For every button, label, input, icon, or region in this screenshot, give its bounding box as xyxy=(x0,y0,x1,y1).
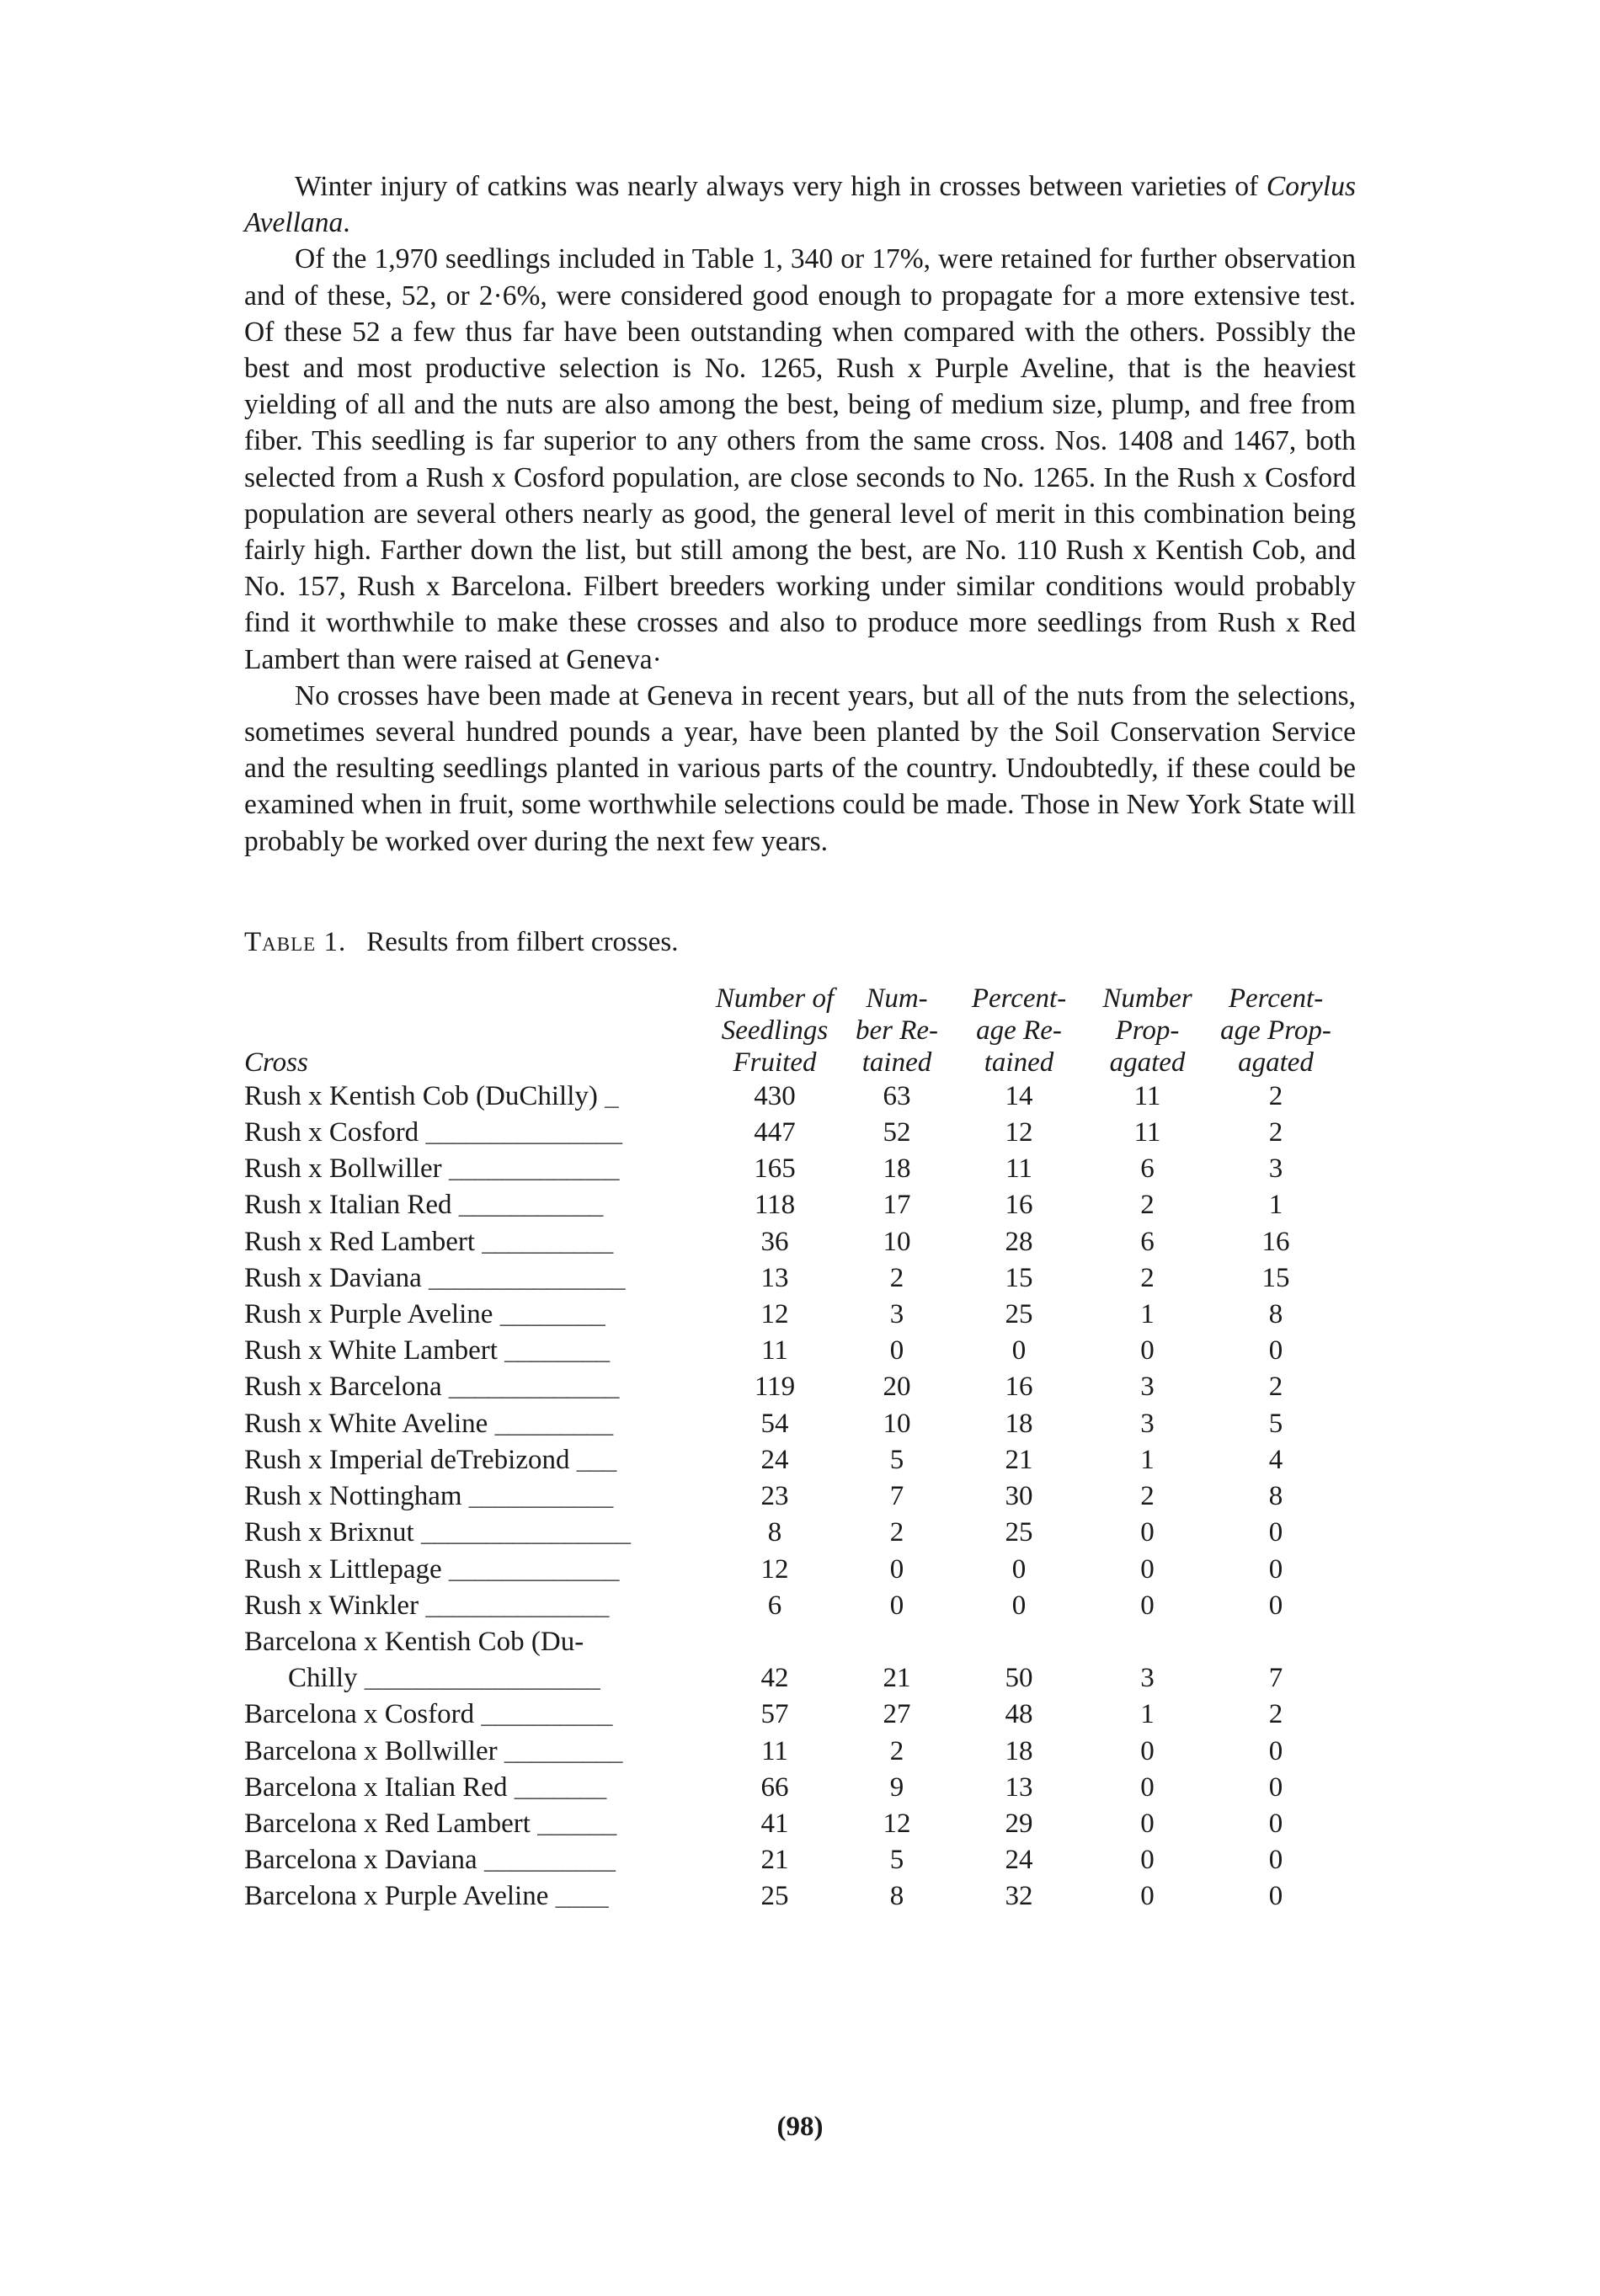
table-row xyxy=(244,1333,1339,1369)
cell-percentage-retained: 48 xyxy=(1005,1699,1033,1730)
dot-leader: ___________ xyxy=(458,1190,603,1221)
cell-cross xyxy=(244,1734,712,1770)
cell-percentage-propagated: 5 xyxy=(1268,1408,1283,1439)
table-row xyxy=(244,1660,1339,1697)
cell-seedlings-fruited: 447 xyxy=(754,1117,796,1148)
cross-name: Barcelona x Cosford xyxy=(244,1699,475,1730)
table-row xyxy=(244,1442,1339,1478)
table-row xyxy=(244,1151,1339,1187)
paragraph-2-text: Of the 1,970 seedlings included in Table 1, 340 or 17%, were retained for further observation and of these, 52, or 2·6%, were considered good enough to propagate for a more extensive test. Of these 52 a few thus far have been outstanding when compared with the others. Possibly the best and most productive selection is No. 1265, Rush x Purple Aveline, that is the heaviest yielding of all and the nuts are also among the best, being of medium size, plump, and free from fiber. This seedling is far superior to any others from the same cross. Nos. 1408 and 1467, both selected from a Rush x Cosford population, are close seconds to No. 1265. In the Rush x Cosford population are several others nearly as good, the general level of merit in this combination being fairly high. Farther down the list, but still among the best, are No. 110 Rush x Kentish Cob, and No. 157, Rush x Barcelona. Filbert breeders working under similar conditions would probably find it worthwhile to make these crosses and also to produce more seedlings from Rush x Red Lambert than were raised at Geneva· xyxy=(244,243,1356,675)
cell-seedlings-fruited: 12 xyxy=(760,1299,789,1330)
cell-cross xyxy=(244,1842,712,1878)
cell-number-retained: 7 xyxy=(889,1481,904,1512)
cell-number-retained: 0 xyxy=(889,1590,904,1621)
cross-name: Rush x Daviana xyxy=(244,1262,422,1293)
cell-number-retained: 21 xyxy=(883,1663,911,1694)
paragraph-1-text: Winter injury of catkins was nearly always very high in crosses between varieties of xyxy=(295,171,1267,202)
dot-leader: _____________ xyxy=(448,1553,619,1585)
cell-number-retained: 12 xyxy=(883,1808,911,1839)
table-row xyxy=(244,1515,1339,1551)
table-caption xyxy=(244,925,1356,959)
cell-percentage-propagated: 0 xyxy=(1268,1590,1283,1621)
dot-leader: _________ xyxy=(494,1408,613,1439)
dot-leader: ________ xyxy=(504,1335,610,1366)
cell-number-propagated: 2 xyxy=(1140,1190,1155,1221)
dot-leader: _____________ xyxy=(448,1153,619,1185)
cell-percentage-propagated: 15 xyxy=(1261,1262,1290,1293)
dot-leader: ______ xyxy=(537,1808,616,1839)
cross-name: Rush x Purple Aveline xyxy=(244,1299,493,1330)
cell-percentage-retained: 16 xyxy=(1005,1372,1033,1403)
cell-percentage-retained: 29 xyxy=(1005,1808,1033,1839)
cell-number-propagated: 11 xyxy=(1133,1117,1161,1148)
cell-percentage-retained: 30 xyxy=(1005,1481,1033,1512)
table-row xyxy=(244,1552,1339,1588)
table-row xyxy=(244,1369,1339,1405)
header-cross: Cross xyxy=(244,1047,308,1078)
cell-cross xyxy=(244,1115,712,1151)
header-percentage-propagated: Percent- age Prop- agated xyxy=(1220,983,1331,1078)
cell-seedlings-fruited: 21 xyxy=(760,1845,789,1876)
cell-seedlings-fruited: 24 xyxy=(760,1444,789,1475)
cell-cross xyxy=(244,1624,712,1660)
cell-number-propagated: 0 xyxy=(1140,1517,1155,1548)
dot-leader: ______________ xyxy=(425,1590,609,1621)
dot-leader: ___ xyxy=(576,1444,616,1475)
cross-name: Rush x Italian Red xyxy=(244,1190,452,1221)
dot-leader: ___________ xyxy=(468,1481,613,1512)
cell-seedlings-fruited: 25 xyxy=(760,1881,789,1912)
cross-name: Barcelona x Bollwiller xyxy=(244,1735,498,1766)
cell-cross xyxy=(244,1406,712,1442)
cell-number-propagated: 0 xyxy=(1140,1881,1155,1912)
cell-seedlings-fruited: 118 xyxy=(754,1190,796,1221)
cell-percentage-retained: 0 xyxy=(1011,1553,1027,1585)
cell-cross xyxy=(244,1806,712,1842)
results-table xyxy=(244,983,1339,1915)
dot-leader: __________ xyxy=(483,1845,615,1876)
cell-seedlings-fruited: 23 xyxy=(760,1481,789,1512)
cell-percentage-propagated: 1 xyxy=(1268,1190,1283,1221)
cross-name: Rush x Kentish Cob (DuChilly) xyxy=(244,1080,598,1111)
cross-name: Barcelona x Red Lambert xyxy=(244,1808,531,1839)
cell-seedlings-fruited: 66 xyxy=(760,1771,789,1803)
table-header-row xyxy=(244,983,1339,1079)
cell-percentage-propagated: 8 xyxy=(1268,1299,1283,1330)
cell-percentage-retained: 21 xyxy=(1005,1444,1033,1475)
cell-percentage-retained: 14 xyxy=(1005,1080,1033,1111)
species-name: Corylus Avellana xyxy=(244,171,1356,239)
cross-name: Barcelona x Daviana xyxy=(244,1845,477,1876)
cell-number-retained: 10 xyxy=(883,1226,911,1257)
cross-name: Barcelona x Italian Red xyxy=(244,1771,508,1803)
table-row xyxy=(244,1770,1339,1806)
table-row xyxy=(244,1187,1339,1223)
cell-number-propagated: 0 xyxy=(1140,1335,1155,1366)
cell-cross xyxy=(244,1588,712,1624)
dot-leader: _______ xyxy=(514,1771,606,1803)
cell-number-propagated: 0 xyxy=(1140,1771,1155,1803)
cell-number-propagated: 3 xyxy=(1140,1372,1155,1403)
cell-cross xyxy=(244,1878,712,1915)
cell-seedlings-fruited: 12 xyxy=(760,1553,789,1585)
cell-number-retained: 0 xyxy=(889,1335,904,1366)
table-title: Results from filbert crosses. xyxy=(366,926,679,957)
dot-leader: _____________ xyxy=(448,1372,619,1403)
cell-seedlings-fruited: 11 xyxy=(761,1735,788,1766)
table-row xyxy=(244,1260,1339,1297)
cell-number-retained: 27 xyxy=(883,1699,911,1730)
cell-cross xyxy=(244,1151,712,1187)
cell-cross xyxy=(244,1515,712,1551)
cell-number-propagated: 2 xyxy=(1140,1262,1155,1293)
table-label: Table 1. xyxy=(244,926,347,957)
cell-percentage-retained: 0 xyxy=(1011,1335,1027,1366)
cell-seedlings-fruited: 11 xyxy=(761,1335,788,1366)
cell-percentage-retained: 12 xyxy=(1005,1117,1033,1148)
cell-percentage-propagated: 0 xyxy=(1268,1553,1283,1585)
cell-cross xyxy=(244,1369,712,1405)
cell-percentage-retained: 16 xyxy=(1005,1190,1033,1221)
cell-seedlings-fruited: 430 xyxy=(754,1080,796,1111)
table-row xyxy=(244,1806,1339,1842)
cell-cross xyxy=(244,1333,712,1369)
cell-seedlings-fruited xyxy=(712,1624,838,1660)
cell-number-propagated: 0 xyxy=(1140,1553,1155,1585)
cell-seedlings-fruited: 54 xyxy=(760,1408,789,1439)
dot-leader: ____ xyxy=(555,1881,608,1912)
cell-number-propagated: 0 xyxy=(1140,1590,1155,1621)
cell-number-propagated: 0 xyxy=(1140,1735,1155,1766)
cell-percentage-retained: 0 xyxy=(1011,1590,1027,1621)
dot-leader: __________________ xyxy=(364,1663,600,1694)
cell-percentage-propagated: 2 xyxy=(1268,1372,1283,1403)
cell-number-retained: 2 xyxy=(889,1262,904,1293)
cell-percentage-propagated: 0 xyxy=(1268,1845,1283,1876)
cell-number-retained: 5 xyxy=(889,1444,904,1475)
cell-percentage-propagated: 7 xyxy=(1268,1663,1283,1694)
cell-number-retained: 5 xyxy=(889,1845,904,1876)
cell-number-retained: 9 xyxy=(889,1771,904,1803)
cell-number-propagated: 6 xyxy=(1140,1226,1155,1257)
cell-percentage-retained: 50 xyxy=(1005,1663,1033,1694)
cross-name: Chilly xyxy=(288,1663,358,1694)
header-seedlings-fruited: Number of Seedlings Fruited xyxy=(715,983,835,1078)
table-row xyxy=(244,1478,1339,1515)
cell-percentage-propagated: 0 xyxy=(1268,1735,1283,1766)
dot-leader: __________ xyxy=(482,1226,613,1257)
cell-percentage-propagated: 2 xyxy=(1268,1080,1283,1111)
cell-cross xyxy=(244,1442,712,1478)
cell-seedlings-fruited: 119 xyxy=(754,1372,796,1403)
cell-cross xyxy=(244,1478,712,1515)
cell-percentage-propagated: 0 xyxy=(1268,1517,1283,1548)
cell-number-retained: 20 xyxy=(883,1372,911,1403)
cross-name: Rush x Winkler xyxy=(244,1590,419,1621)
cell-cross xyxy=(244,1187,712,1223)
cross-name: Rush x Bollwiller xyxy=(244,1153,442,1185)
cell-cross xyxy=(244,1297,712,1333)
table-row xyxy=(244,1224,1339,1260)
paragraph-3 xyxy=(244,678,1356,860)
cell-number-propagated: 3 xyxy=(1140,1408,1155,1439)
cell-percentage-propagated xyxy=(1213,1624,1339,1660)
table-row xyxy=(244,1697,1339,1733)
cross-name: Barcelona x Kentish Cob (Du- xyxy=(244,1626,584,1657)
cell-percentage-propagated: 0 xyxy=(1268,1808,1283,1839)
page-body xyxy=(244,168,1356,1915)
dot-leader: _ xyxy=(605,1080,618,1111)
cell-number-retained: 3 xyxy=(889,1299,904,1330)
cell-percentage-propagated: 3 xyxy=(1268,1153,1283,1185)
cell-percentage-propagated: 2 xyxy=(1268,1699,1283,1730)
paragraph-3-text: No crosses have been made at Geneva in recent years, but all of the nuts from the selections, sometimes several hundred pounds a year, have been planted by the Soil Conservation Service and the resulting seedlings planted in various parts of the country. Undoubtedly, if these could be examined when in fruit, some worthwhile selections could be made. Those in New York State will probably be worked over during the next few years. xyxy=(244,679,1356,857)
cell-number-retained: 17 xyxy=(883,1190,911,1221)
paragraph-1-end: . xyxy=(343,207,350,239)
cell-seedlings-fruited: 42 xyxy=(760,1663,789,1694)
cell-number-propagated: 0 xyxy=(1140,1808,1155,1839)
cell-seedlings-fruited: 6 xyxy=(767,1590,782,1621)
cell-number-retained: 2 xyxy=(889,1735,904,1766)
cell-cross xyxy=(244,1770,712,1806)
cell-cross xyxy=(244,1697,712,1733)
table-row xyxy=(244,1878,1339,1915)
cell-percentage-propagated: 0 xyxy=(1268,1771,1283,1803)
cell-number-propagated: 2 xyxy=(1140,1481,1155,1512)
header-number-retained: Num- ber Re- tained xyxy=(855,983,939,1078)
cell-number-propagated: 1 xyxy=(1140,1444,1155,1475)
cross-name: Rush x Red Lambert xyxy=(244,1226,476,1257)
cell-number-retained xyxy=(838,1624,956,1660)
cell-percentage-retained: 24 xyxy=(1005,1845,1033,1876)
cell-number-retained: 8 xyxy=(889,1881,904,1912)
cell-percentage-propagated: 16 xyxy=(1261,1226,1290,1257)
cross-name: Rush x Nottingham xyxy=(244,1481,462,1512)
table-row xyxy=(244,1297,1339,1333)
table-row xyxy=(244,1734,1339,1770)
cross-name: Rush x Cosford xyxy=(244,1117,419,1148)
paragraph-1 xyxy=(244,168,1356,241)
cell-number-propagated: 3 xyxy=(1140,1663,1155,1694)
cell-percentage-retained xyxy=(956,1624,1082,1660)
cell-seedlings-fruited: 13 xyxy=(760,1262,789,1293)
cross-name: Rush x Brixnut xyxy=(244,1517,414,1548)
cell-percentage-retained: 25 xyxy=(1005,1517,1033,1548)
cell-number-propagated: 1 xyxy=(1140,1299,1155,1330)
cell-number-retained: 52 xyxy=(883,1117,911,1148)
cross-name: Rush x White Aveline xyxy=(244,1408,488,1439)
header-number-propagated: Number Prop- agated xyxy=(1102,983,1192,1078)
table-row xyxy=(244,1588,1339,1624)
cell-cross xyxy=(244,1552,712,1588)
dot-leader: _________ xyxy=(504,1735,622,1766)
cell-percentage-retained: 11 xyxy=(1005,1153,1032,1185)
cell-percentage-retained: 13 xyxy=(1005,1771,1033,1803)
dot-leader: __________ xyxy=(481,1699,612,1730)
cell-number-retained: 0 xyxy=(889,1553,904,1585)
dot-leader: _______________ xyxy=(425,1117,621,1148)
cross-name: Rush x Barcelona xyxy=(244,1372,442,1403)
table-row xyxy=(244,1842,1339,1878)
cross-name: Rush x White Lambert xyxy=(244,1335,498,1366)
cell-number-retained: 18 xyxy=(883,1153,911,1185)
cell-number-propagated: 0 xyxy=(1140,1845,1155,1876)
paragraph-2 xyxy=(244,241,1356,677)
cell-seedlings-fruited: 36 xyxy=(760,1226,789,1257)
cell-percentage-propagated: 4 xyxy=(1268,1444,1283,1475)
cell-number-retained: 63 xyxy=(883,1080,911,1111)
cell-percentage-retained: 25 xyxy=(1005,1299,1033,1330)
table-row xyxy=(244,1406,1339,1442)
cross-name: Barcelona x Purple Aveline xyxy=(244,1881,549,1912)
cell-seedlings-fruited: 165 xyxy=(754,1153,796,1185)
header-percentage-retained: Percent- age Re- tained xyxy=(971,983,1067,1078)
cell-number-propagated: 6 xyxy=(1140,1153,1155,1185)
cell-percentage-retained: 15 xyxy=(1005,1262,1033,1293)
cell-percentage-retained: 32 xyxy=(1005,1881,1033,1912)
cell-percentage-propagated: 8 xyxy=(1268,1481,1283,1512)
cell-number-propagated: 1 xyxy=(1140,1699,1155,1730)
cross-name: Rush x Littlepage xyxy=(244,1553,442,1585)
cell-percentage-retained: 28 xyxy=(1005,1226,1033,1257)
table-row xyxy=(244,1115,1339,1151)
cell-cross xyxy=(244,1224,712,1260)
table-body xyxy=(244,1079,1339,1915)
page-number: (98) xyxy=(776,2112,824,2142)
cell-cross xyxy=(244,1079,712,1115)
dot-leader: ________________ xyxy=(420,1517,630,1548)
cell-number-retained: 2 xyxy=(889,1517,904,1548)
cell-number-propagated xyxy=(1082,1624,1213,1660)
cell-percentage-retained: 18 xyxy=(1005,1408,1033,1439)
cell-percentage-propagated: 2 xyxy=(1268,1117,1283,1148)
cross-name: Rush x Imperial deTrebizond xyxy=(244,1444,570,1475)
cell-cross xyxy=(244,1660,712,1697)
dot-leader: _______________ xyxy=(429,1262,625,1293)
cell-seedlings-fruited: 8 xyxy=(767,1517,782,1548)
table-row xyxy=(244,1624,1339,1660)
cell-seedlings-fruited: 41 xyxy=(760,1808,789,1839)
cell-percentage-propagated: 0 xyxy=(1268,1335,1283,1366)
cell-number-retained: 10 xyxy=(883,1408,911,1439)
cell-number-propagated: 11 xyxy=(1133,1080,1161,1111)
cell-percentage-propagated: 0 xyxy=(1268,1881,1283,1912)
dot-leader: ________ xyxy=(499,1299,605,1330)
cell-seedlings-fruited: 57 xyxy=(760,1699,789,1730)
table-row xyxy=(244,1079,1339,1115)
cell-cross xyxy=(244,1260,712,1297)
cell-percentage-retained: 18 xyxy=(1005,1735,1033,1766)
